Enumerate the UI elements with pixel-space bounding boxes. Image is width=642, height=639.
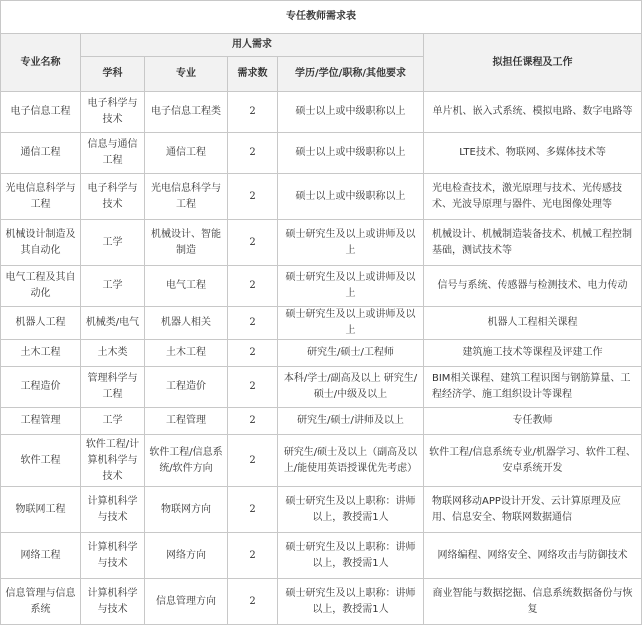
cell-courses: 商业智能与数据挖掘、信息系统数据备份与恢复 <box>424 579 642 625</box>
cell-subject: 机械类/电气 <box>81 307 145 340</box>
header-requirements: 学历/学位/职称/其他要求 <box>278 57 424 92</box>
table-row <box>1 266 642 307</box>
table-row <box>1 133 642 174</box>
table-row <box>1 92 642 133</box>
cell-major: 工程造价 <box>145 367 228 408</box>
cell-major: 电子信息工程类 <box>145 92 228 133</box>
cell-requirements: 硕士研究生及以上职称：讲师以上，教授需1人 <box>278 533 424 579</box>
cell-major-name: 通信工程 <box>1 133 81 174</box>
cell-requirements: 硕士研究生及以上职称：讲师以上，教授需1人 <box>278 487 424 533</box>
cell-courses: 信号与系统、传感器与检测技术、电力传动 <box>424 266 642 307</box>
cell-subject: 电子科学与技术 <box>81 92 145 133</box>
cell-count: 2 <box>228 408 278 435</box>
cell-courses: 建筑施工技术等课程及评建工作 <box>424 340 642 367</box>
cell-subject: 工学 <box>81 408 145 435</box>
cell-major-name: 网络工程 <box>1 533 81 579</box>
cell-requirements: 硕士研究生及以上职称：讲师以上，教授需1人 <box>278 579 424 625</box>
cell-major: 土木工程 <box>145 340 228 367</box>
cell-subject: 计算机科学与技术 <box>81 533 145 579</box>
cell-courses: 机器人工程相关课程 <box>424 307 642 340</box>
cell-count: 2 <box>228 307 278 340</box>
cell-count: 2 <box>228 174 278 220</box>
table-row <box>1 220 642 266</box>
cell-requirements: 硕士研究生及以上或讲师及以上 <box>278 220 424 266</box>
cell-major-name: 电气工程及其自动化 <box>1 266 81 307</box>
table-title: 专任教师需求表 <box>1 1 642 34</box>
cell-requirements: 硕士以上或中级职称以上 <box>278 174 424 220</box>
header-major-name: 专业名称 <box>1 34 81 92</box>
cell-requirements: 研究生/硕士及以上（副高及以上/能使用英语授课优先考虑） <box>278 435 424 487</box>
table-row <box>1 367 642 408</box>
table-row <box>1 340 642 367</box>
cell-requirements: 硕士研究生及以上或讲师及以上 <box>278 307 424 340</box>
cell-major: 电气工程 <box>145 266 228 307</box>
cell-major-name: 工程造价 <box>1 367 81 408</box>
cell-count: 2 <box>228 435 278 487</box>
cell-major-name: 机械设计制造及其自动化 <box>1 220 81 266</box>
table-row <box>1 533 642 579</box>
cell-count: 2 <box>228 487 278 533</box>
cell-major-name: 信息管理与信息系统 <box>1 579 81 625</box>
cell-courses: LTE技术、物联网、多媒体技术等 <box>424 133 642 174</box>
cell-count: 2 <box>228 340 278 367</box>
cell-count: 2 <box>228 367 278 408</box>
table-row <box>1 408 642 435</box>
cell-major: 通信工程 <box>145 133 228 174</box>
header-count: 需求数 <box>228 57 278 92</box>
cell-requirements: 研究生/硕士/讲师及以上 <box>278 408 424 435</box>
cell-requirements: 研究生/硕士/工程师 <box>278 340 424 367</box>
cell-major-name: 电子信息工程 <box>1 92 81 133</box>
cell-courses: 软件工程/信息系统专业/机器学习、软件工程、安卓系统开发 <box>424 435 642 487</box>
cell-subject: 计算机科学与技术 <box>81 487 145 533</box>
cell-courses: 单片机、嵌入式系统、模拟电路、数字电路等 <box>424 92 642 133</box>
header-major: 专业 <box>145 57 228 92</box>
cell-major: 工程管理 <box>145 408 228 435</box>
cell-major: 机器人相关 <box>145 307 228 340</box>
cell-subject: 工学 <box>81 266 145 307</box>
header-courses: 拟担任课程及工作 <box>424 34 642 92</box>
cell-major: 信息管理方向 <box>145 579 228 625</box>
cell-major: 光电信息科学与工程 <box>145 174 228 220</box>
cell-major-name: 光电信息科学与工程 <box>1 174 81 220</box>
cell-subject: 软件工程/计算机科学与技术 <box>81 435 145 487</box>
cell-major: 网络方向 <box>145 533 228 579</box>
cell-count: 2 <box>228 133 278 174</box>
cell-subject: 电子科学与技术 <box>81 174 145 220</box>
table-row <box>1 487 642 533</box>
cell-subject: 土木类 <box>81 340 145 367</box>
table-row <box>1 174 642 220</box>
cell-count: 2 <box>228 579 278 625</box>
cell-subject: 管理科学与工程 <box>81 367 145 408</box>
cell-count: 2 <box>228 266 278 307</box>
cell-requirements: 硕士研究生及以上或讲师及以上 <box>278 266 424 307</box>
cell-count: 2 <box>228 220 278 266</box>
cell-courses: 网络编程、网络安全、网络攻击与防御技术 <box>424 533 642 579</box>
cell-count: 2 <box>228 533 278 579</box>
cell-major: 软件工程/信息系统/软件方向 <box>145 435 228 487</box>
cell-courses: 机械设计、机械制造装备技术、机械工程控制基础，测试技术等 <box>424 220 642 266</box>
cell-courses: 光电检查技术，激光原理与技术、光传感技术、光波导原理与器件、光电图像处理等 <box>424 174 642 220</box>
cell-major: 机械设计、智能制造 <box>145 220 228 266</box>
cell-courses: 专任教师 <box>424 408 642 435</box>
table-row <box>1 307 642 340</box>
cell-requirements: 本科/学士/副高及以上 研究生/硕士/中级及以上 <box>278 367 424 408</box>
cell-count: 2 <box>228 92 278 133</box>
cell-subject: 工学 <box>81 220 145 266</box>
cell-subject: 计算机科学与技术 <box>81 579 145 625</box>
cell-courses: BIM相关课程、建筑工程识图与钢筋算量、工程经济学、施工组织设计等课程 <box>424 367 642 408</box>
cell-major-name: 土木工程 <box>1 340 81 367</box>
cell-requirements: 硕士以上或中级职称以上 <box>278 133 424 174</box>
cell-major-name: 机器人工程 <box>1 307 81 340</box>
cell-major-name: 软件工程 <box>1 435 81 487</box>
table-row <box>1 579 642 625</box>
cell-major: 物联网方向 <box>145 487 228 533</box>
header-demand: 用人需求 <box>81 34 424 57</box>
cell-subject: 信息与通信工程 <box>81 133 145 174</box>
cell-major-name: 物联网工程 <box>1 487 81 533</box>
cell-courses: 物联网移动APP设计开发、云计算原理及应用、信息安全、物联网数据通信 <box>424 487 642 533</box>
cell-requirements: 硕士以上或中级职称以上 <box>278 92 424 133</box>
cell-major-name: 工程管理 <box>1 408 81 435</box>
header-subject: 学科 <box>81 57 145 92</box>
table-row <box>1 435 642 487</box>
